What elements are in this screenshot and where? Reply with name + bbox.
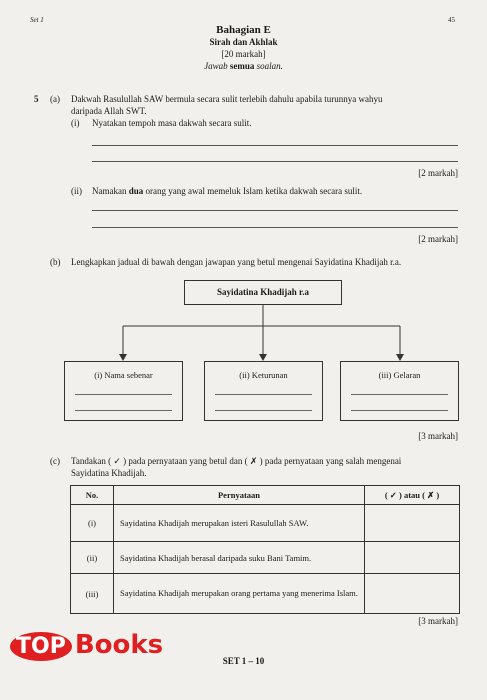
diagram-box-label: (iii) Gelaran <box>378 370 421 380</box>
diagram-box-keturunan <box>204 361 323 421</box>
row-no: (ii) <box>71 542 114 574</box>
answer-line[interactable] <box>351 410 448 411</box>
row-answer-cell[interactable] <box>365 574 460 614</box>
part-c-stem-line2: Sayidatina Khadijah. <box>71 468 147 478</box>
table-row <box>71 574 460 614</box>
diagram-box-label: (i) Nama sebenar <box>94 370 153 380</box>
row-answer-cell[interactable] <box>365 505 460 542</box>
header-statement: Pernyataan <box>114 486 365 505</box>
part-b-stem: Lengkapkan jadual di bawah dengan jawapan yang betul mengenai Sayidatina Khadijah r.a. <box>71 257 402 267</box>
question-number: 5 <box>34 94 39 104</box>
section-subtitle: Sirah dan Akhlak <box>209 37 278 47</box>
row-statement: Sayidatina Khadijah berasal daripada suku Bani Tamim. <box>114 542 365 574</box>
row-no: (i) <box>71 505 114 542</box>
table-header-row <box>71 486 460 505</box>
logo-top-badge: TOP <box>10 632 72 661</box>
diagram-box-nama <box>64 361 183 421</box>
section-marks: [20 markah] <box>221 49 266 59</box>
part-a-ii-marks: [2 markah] <box>418 234 458 244</box>
answer-line[interactable] <box>75 410 172 411</box>
answer-line[interactable] <box>215 394 312 395</box>
statement-table <box>70 485 460 614</box>
part-a-i-label: (i) <box>71 118 80 128</box>
row-answer-cell[interactable] <box>365 542 460 574</box>
row-no: (iii) <box>71 574 114 614</box>
part-a-label: (a) <box>50 94 60 104</box>
answer-line[interactable] <box>215 410 312 411</box>
diagram-box-gelaran <box>340 361 459 421</box>
part-a-stem-line2: daripada Allah SWT. <box>71 106 147 116</box>
part-a-ii-text: Namakan dua orang yang awal memeluk Islam ketika dakwah secara sulit. <box>92 186 363 196</box>
part-a-ii-label: (ii) <box>71 186 82 196</box>
page-number: 45 <box>448 16 455 24</box>
footer-set-page: SET 1 – 10 <box>222 656 265 666</box>
table-row <box>71 505 460 542</box>
part-c-label: (c) <box>50 456 60 466</box>
row-statement: Sayidatina Khadijah merupakan isteri Rasulullah SAW. <box>114 505 365 542</box>
section-instruction: Jawab semua soalan. <box>204 61 283 71</box>
answer-line[interactable] <box>351 394 448 395</box>
table-row <box>71 542 460 574</box>
part-b-marks: [3 markah] <box>418 431 458 441</box>
part-a-stem-line1: Dakwah Rasulullah SAW bermula secara sulit terlebih dahulu apabila turunnya wahyu <box>71 94 383 104</box>
header-no: No. <box>71 486 114 505</box>
part-a-i-marks: [2 markah] <box>418 168 458 178</box>
section-title: Bahagian E <box>216 24 271 36</box>
part-c-stem-line1: Tandakan ( ✓ ) pada pernyataan yang betul dan ( ✗ ) pada pernyataan yang salah mengenai <box>71 456 402 466</box>
part-a-i-text: Nyatakan tempoh masa dakwah secara sulit. <box>92 118 252 128</box>
set-label: Set 1 <box>30 16 44 24</box>
part-c-marks: [3 markah] <box>418 616 458 626</box>
topbooks-logo <box>10 630 163 661</box>
diagram-box-label: (ii) Keturunan <box>239 370 288 380</box>
logo-books-text: Books <box>74 630 164 660</box>
header-mark: ( ✓ ) atau ( ✗ ) <box>365 486 460 505</box>
part-b-label: (b) <box>50 257 61 267</box>
diagram-root-label: Sayidatina Khadijah r.a <box>217 287 309 297</box>
row-statement: Sayidatina Khadijah merupakan orang pertama yang menerima Islam. <box>114 574 365 614</box>
answer-line[interactable] <box>75 394 172 395</box>
